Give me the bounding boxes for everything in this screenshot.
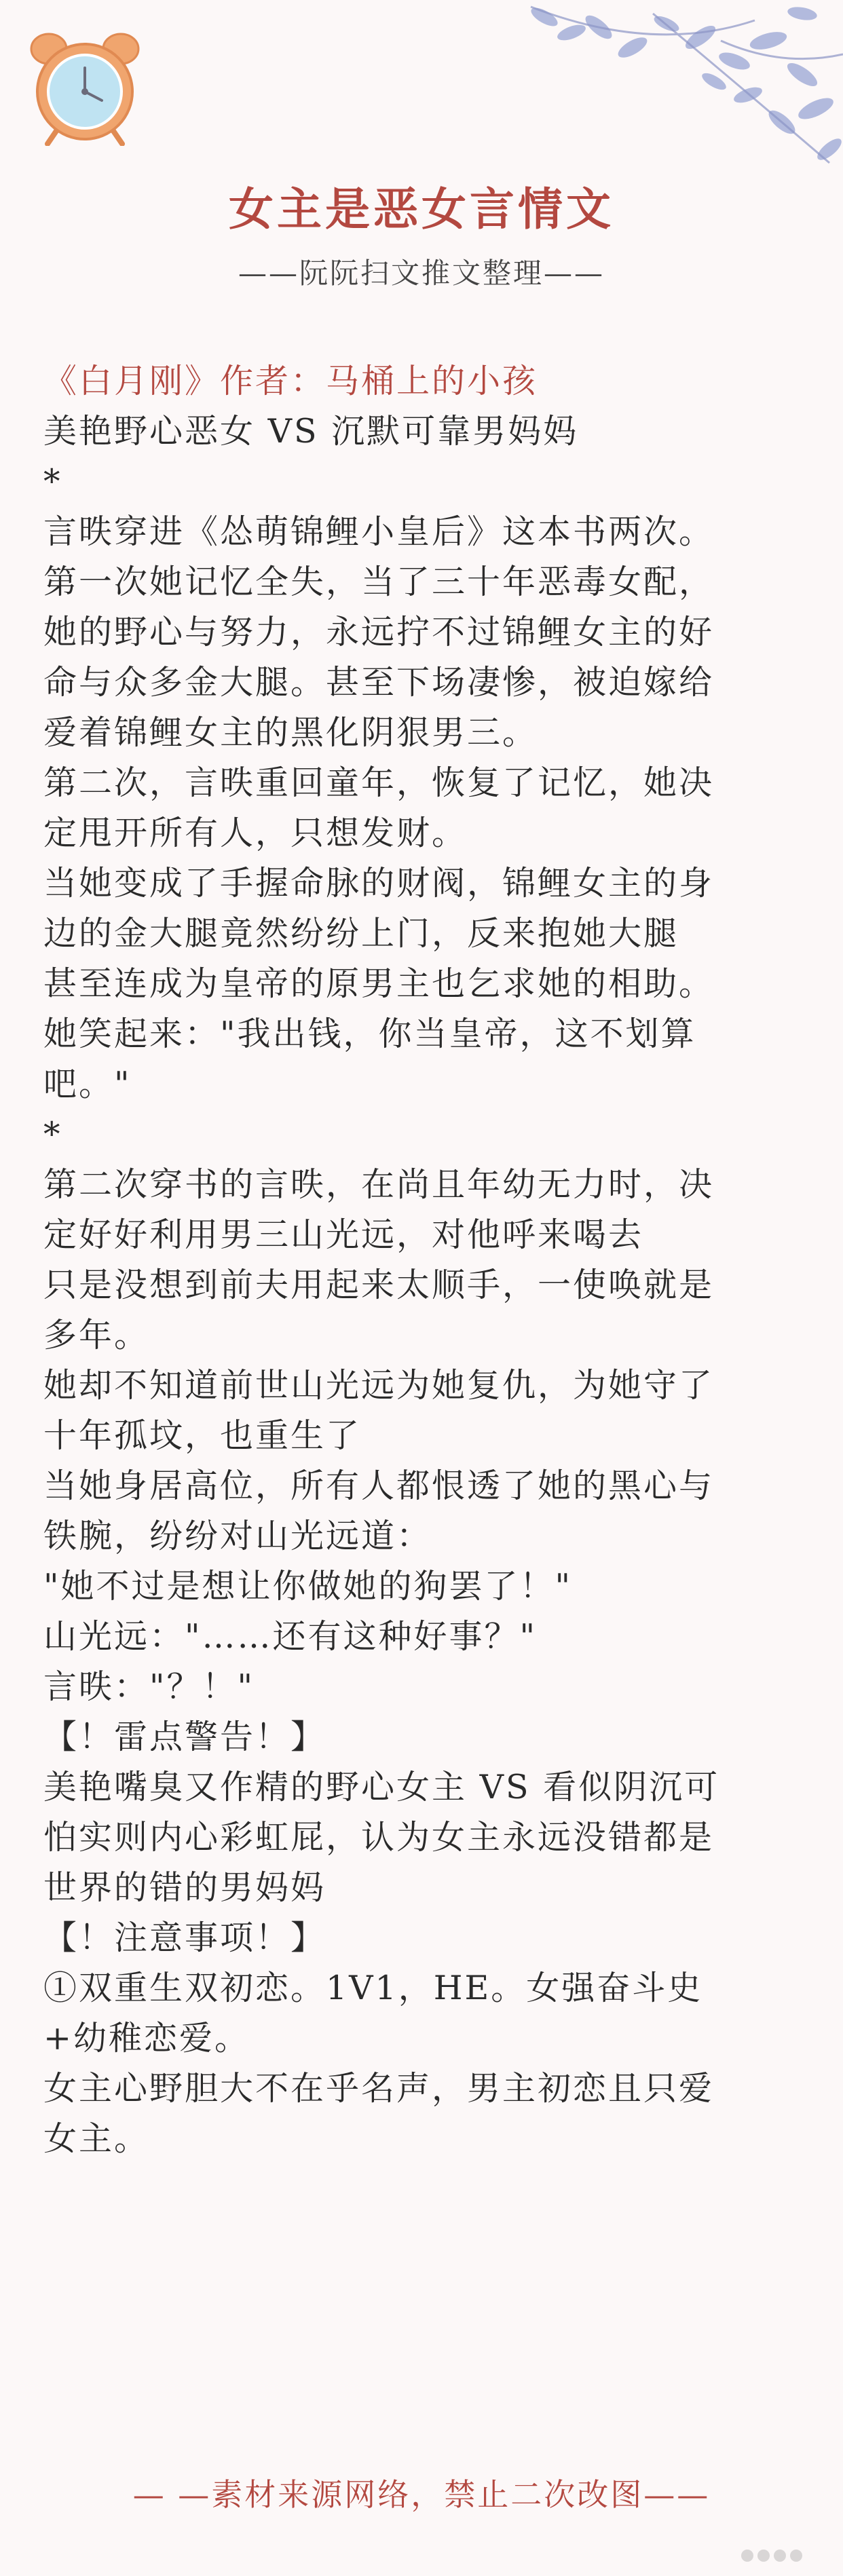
text-line: 定甩开所有人，只想发财。 (43, 814, 468, 852)
text-line: 她却不知道前世山光远为她复仇，为她守了 (43, 1366, 715, 1405)
text-line: 铁腕，纷纷对山光远道： (43, 1517, 432, 1555)
text-line: 她的野心与努力，永远拧不过锦鲤女主的好 (43, 613, 715, 651)
article-body (43, 356, 800, 2164)
text-line: 边的金大腿竟然纷纷上门，反来抱她大腿 (43, 914, 679, 953)
alarm-clock-icon (27, 27, 143, 146)
watermark-icon (741, 2547, 823, 2564)
text-line: 第一次她记忆全失，当了三十年恶毒女配， (43, 563, 715, 601)
text-line: * (43, 1115, 62, 1154)
page-subtitle: ——阮阮扫文推文整理—— (238, 257, 605, 290)
text-line: * (43, 462, 62, 501)
page-title: 女主是恶女言情文 (229, 183, 614, 235)
text-line: 言昳："？！" (43, 1667, 255, 1706)
text-line: 吧。" (43, 1065, 132, 1103)
text-line: 十年孤坟，也重生了 (43, 1416, 362, 1455)
text-line: 爱着锦鲤女主的黑化阴狠男三。 (43, 713, 538, 752)
text-line: 怕实则内心彩虹屁，认为女主永远没错都是 (43, 1818, 715, 1857)
text-line: 多年。 (43, 1316, 150, 1355)
text-line: 只是没想到前夫用起来太顺手，一使唤就是 (43, 1266, 715, 1304)
notes-heading: 【！注意事项！】 (43, 1918, 326, 1957)
text-line: 女主。 (43, 2119, 150, 2158)
text-line: 甚至连成为皇帝的原男主也乞求她的相助。 (43, 964, 715, 1003)
text-line: ①双重生双初恋。1V1，HE。女强奋斗史 (43, 1969, 703, 2007)
fern-decoration-icon (463, 0, 843, 176)
text-line: 当她身居高位，所有人都恨透了她的黑心与 (43, 1466, 715, 1505)
text-line: 美艳嘴臭又作精的野心女主 VS 看似阴沉可 (43, 1768, 720, 1806)
text-line: "她不过是想让你做她的狗罢了！" (43, 1567, 573, 1606)
text-line: 山光远："……还有这种好事？" (43, 1617, 538, 1656)
text-line: 定好好利用男三山光远，对他呼来喝去 (43, 1215, 644, 1254)
text-line: 世界的错的男妈妈 (43, 1868, 326, 1907)
text-line: 第二次，言昳重回童年，恢复了记忆，她决 (43, 763, 715, 802)
text-line: 命与众多金大腿。甚至下场凄惨，被迫嫁给 (43, 663, 715, 702)
footer-note: — —素材来源网络，禁止二次改图—— (132, 2476, 711, 2513)
warning-heading: 【！雷点警告！】 (43, 1718, 326, 1756)
text-line: 女主心野胆大不在乎名声，男主初恋且只爱 (43, 2069, 715, 2108)
book-title-line: 《白月刚》作者：马桶上的小孩 (43, 362, 538, 400)
text-line: 她笑起来："我出钱，你当皇帝，这不划算 (43, 1015, 696, 1053)
text-line: +幼稚恋爱。 (43, 2019, 250, 2058)
text-line: 当她变成了手握命脉的财阀，锦鲤女主的身 (43, 864, 715, 903)
text-line: 第二次穿书的言昳，在尚且年幼无力时，决 (43, 1165, 715, 1204)
text-line: 美艳野心恶女 VS 沉默可靠男妈妈 (43, 412, 579, 451)
text-line: 言昳穿进《怂萌锦鲤小皇后》这本书两次。 (43, 512, 715, 551)
